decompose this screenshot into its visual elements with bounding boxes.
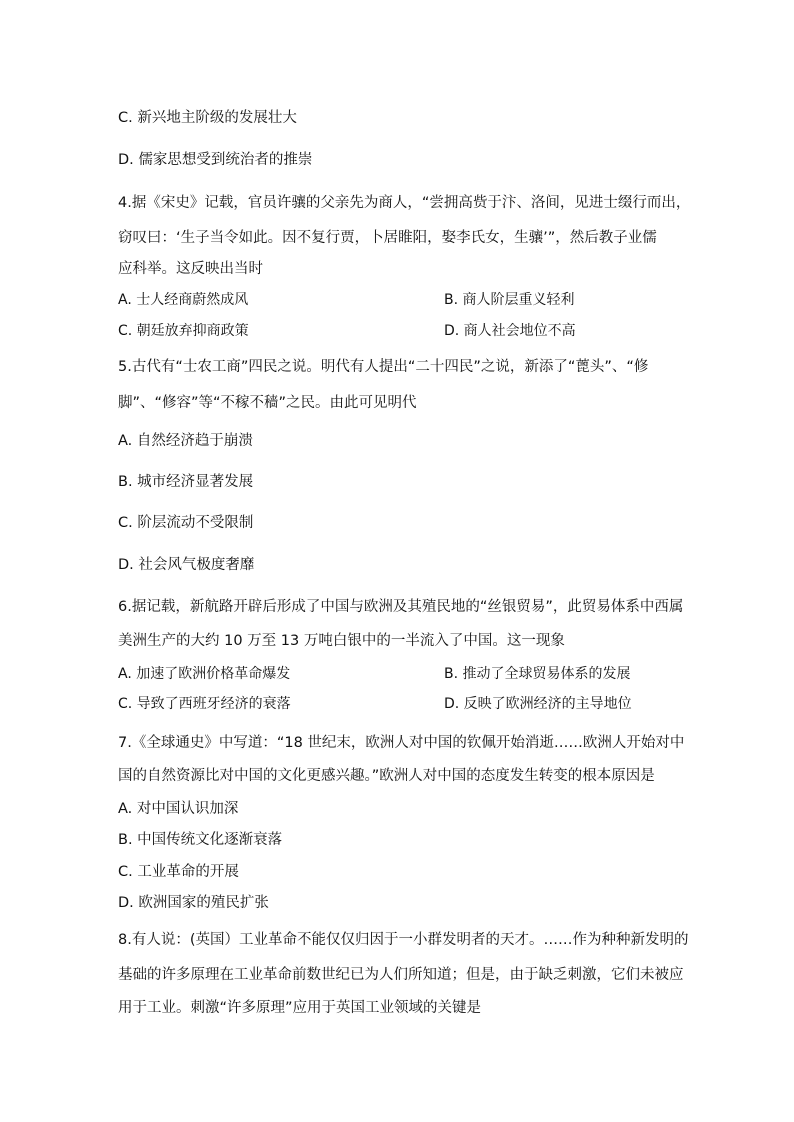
q6-stem-line-2: 美洲生产的大约 10 万至 13 万吨白银中的一半流入了中国。这一现象 (118, 633, 565, 649)
q7-option-a: A. 对中国认识加深 (118, 801, 239, 817)
q5-option-c: C. 阶层流动不受限制 (118, 515, 254, 531)
q5-option-d: D. 社会风气极度奢靡 (118, 557, 255, 573)
q4-option-c: C. 朝廷放弃抑商政策 (118, 323, 249, 339)
q6-option-a: A. 加速了欧洲价格革命爆发 (118, 666, 291, 682)
q4-stem-line-2: 窃叹曰：‘生子当令如此。因不复行贾，卜居睢阳，娶李氏女，生骧’”，然后教子业儒 (118, 230, 657, 246)
q5-option-b: B. 城市经济显著发展 (118, 474, 254, 490)
q4-stem-line-1: 4.据《宋史》记载，官员许骧的父亲先为商人，“尝拥高赀于汴、洛间，见进士缀行而出， (118, 195, 691, 211)
q7-stem-line-1: 7.《全球通史》中写道：“18 世纪末，欧洲人对中国的钦佩开始消逝……欧洲人开始对中 (118, 735, 685, 751)
q4-option-b: B. 商人阶层重义轻利 (444, 292, 575, 308)
q4-stem-line-3: 应科举。这反映出当时 (118, 261, 263, 277)
q6-option-c: C. 导致了西班牙经济的衰落 (118, 696, 291, 712)
q4-options-row-2 (118, 321, 576, 341)
q6-option-d: D. 反映了欧洲经济的主导地位 (444, 696, 632, 712)
q4-option-d: D. 商人社会地位不高 (444, 323, 576, 339)
q6-options-row-2 (118, 694, 632, 714)
q7-option-b: B. 中国传统文化逐渐衰落 (118, 832, 283, 848)
q4-options-row-1 (118, 290, 575, 310)
q8-stem-line-3: 用于工业。刺激“许多原理”应用于英国工业领域的关键是 (118, 1000, 482, 1016)
q7-stem-line-2: 国的自然资源比对中国的文化更感兴趣。”欧洲人对中国的态度发生转变的根本原因是 (118, 768, 655, 784)
q4-option-a: A. 士人经商蔚然成风 (118, 292, 249, 308)
q7-option-c: C. 工业革命的开展 (118, 864, 239, 880)
q8-stem-line-1: 8.有人说：(英国）工业革命不能仅仅归因于一小群发明者的天才。……作为种种新发明的 (118, 932, 689, 948)
q6-option-b: B. 推动了全球贸易体系的发展 (444, 666, 631, 682)
q5-option-a: A. 自然经济趋于崩溃 (118, 433, 253, 449)
q6-stem-line-1: 6.据记载，新航路开辟后形成了中国与欧洲及其殖民地的“丝银贸易”，此贸易体系中西属 (118, 599, 684, 615)
q6-options-row-1 (118, 664, 631, 684)
q5-stem-line-1: 5.古代有“士农工商”四民之说。明代有人提出“二十四民”之说，新添了“蓖头”、“修 (118, 359, 649, 375)
q7-option-d: D. 欧洲国家的殖民扩张 (118, 895, 269, 911)
q5-stem-line-2: 脚”、“修容”等“不稼不穑”之民。由此可见明代 (118, 395, 417, 411)
q8-stem-line-2: 基础的许多原理在工业革命前数世纪已为人们所知道；但是，由于缺乏刺激，它们未被应 (118, 967, 684, 983)
q3-option-c: C. 新兴地主阶级的发展壮大 (118, 110, 297, 126)
q3-option-d: D. 儒家思想受到统治者的推崇 (118, 152, 313, 168)
